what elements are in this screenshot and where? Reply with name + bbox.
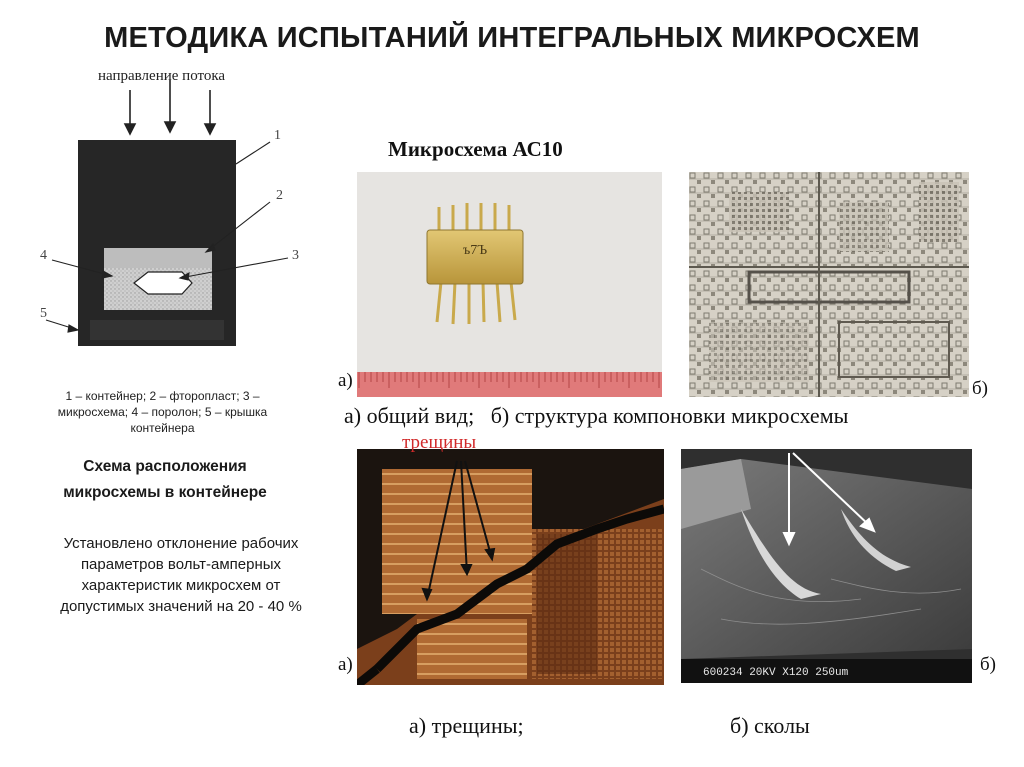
scheme-title-line1: Схема расположения <box>83 458 247 475</box>
cracks-label: трещины <box>402 432 477 453</box>
diagram-legend: 1 – контейнер; 2 – фторопласт; 3 – микросхема; 4 – поролон; 5 – крышка контейнера <box>57 389 268 435</box>
cracks-photo <box>357 449 664 685</box>
top-label-a: а) <box>338 370 353 391</box>
callout-3: 3 <box>292 248 299 263</box>
callout-1: 1 <box>274 128 281 143</box>
sem-readout: 600234 20KV X120 250um <box>703 667 849 679</box>
page-title: МЕТОДИКА ИСПЫТАНИЙ ИНТЕГРАЛЬНЫХ МИКРОСХЕМ <box>104 22 920 54</box>
scheme-title-line2: микросхемы в контейнере <box>63 484 267 501</box>
bottom-label-b: б) <box>980 654 996 675</box>
chip-title: Микросхема АС10 <box>388 137 563 161</box>
caption-chips: б) сколы <box>730 713 810 738</box>
callout-4: 4 <box>40 248 47 263</box>
container-diagram <box>30 80 320 380</box>
bottom-label-a: а) <box>338 654 353 675</box>
callout-2: 2 <box>276 188 283 203</box>
top-label-b: б) <box>972 378 988 399</box>
flow-direction-label: направление потока <box>98 68 226 84</box>
deviation-note: Установлено отклонение рабочих параметров вольт-амперных характеристик микросхем от допустимых значений на 20 - 40 % <box>60 535 302 615</box>
callout-5: 5 <box>40 306 47 321</box>
scheme-title <box>40 454 290 506</box>
die-layout-photo <box>689 172 969 397</box>
chip-marking: ъ7Ъ <box>463 243 488 258</box>
caption-cracks: а) трещины; <box>409 713 524 738</box>
flow-arrows <box>125 80 215 134</box>
chip-photo <box>357 172 662 397</box>
chipping-sem-photo <box>681 449 972 683</box>
top-caption: а) общий вид; б) структура компоновки микросхемы <box>344 403 849 428</box>
